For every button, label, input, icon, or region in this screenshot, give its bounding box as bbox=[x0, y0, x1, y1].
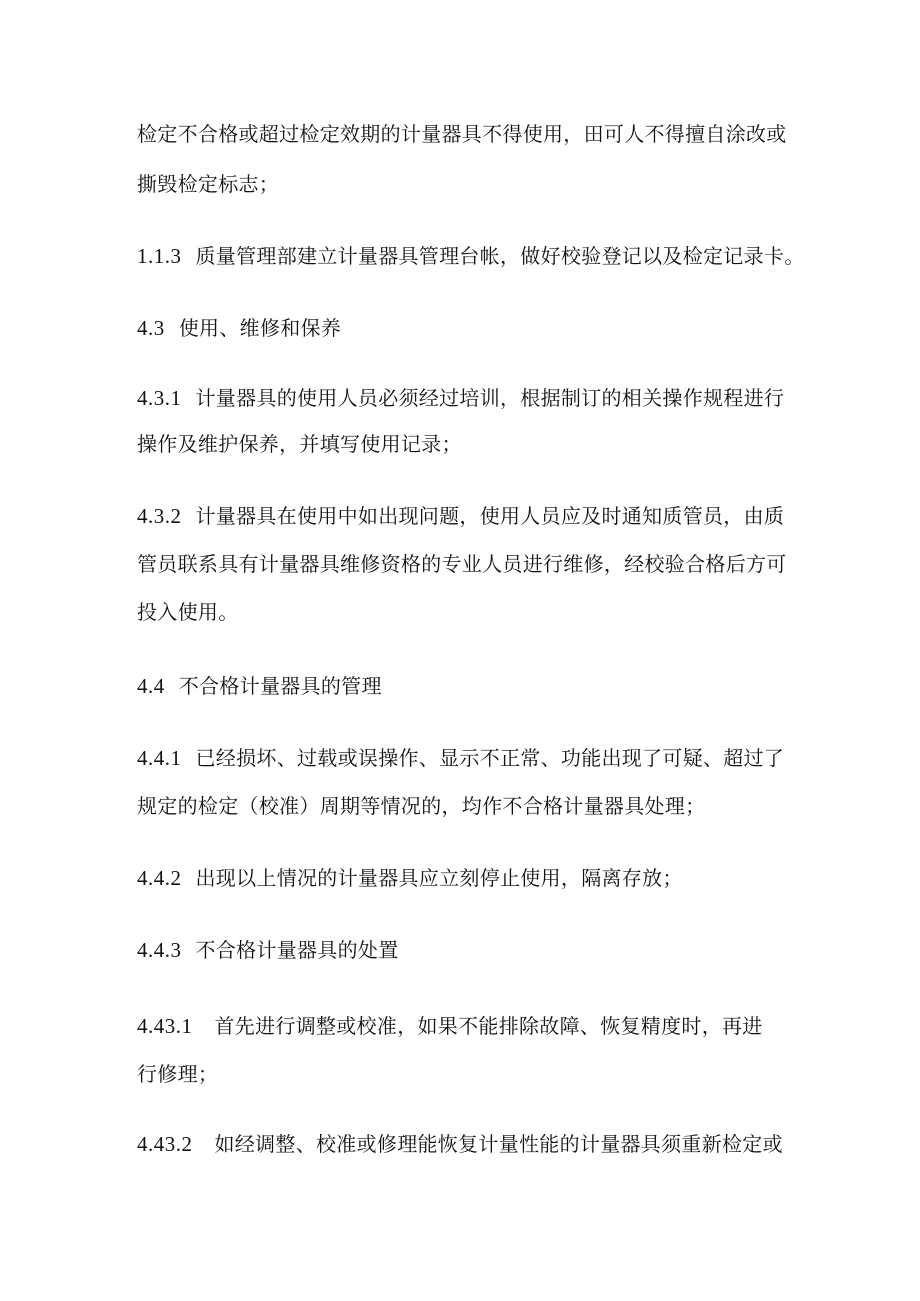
section-number: 4.43.2 bbox=[137, 1132, 193, 1156]
section-text: 计量器具的使用人员必须经过培训，根据制订的相关操作规程进行 bbox=[195, 386, 785, 410]
section-number: 4.43.1 bbox=[137, 1014, 193, 1038]
section-4-43-1-line-1 bbox=[137, 1012, 763, 1040]
section-number: 4.3.1 bbox=[137, 386, 182, 410]
section-text: 已经损坏、过载或误操作、显示不正常、功能出现了可疑、超过了 bbox=[195, 746, 785, 770]
section-text: 操作及维护保养，并填写使用记录； bbox=[137, 432, 462, 456]
paragraph-intro-line-2 bbox=[137, 170, 279, 198]
section-text: 质量管理部建立计量器具管理台帐，做好校验登记以及检定记录卡。 bbox=[195, 244, 805, 268]
section-heading: 不合格计量器具的管理 bbox=[178, 674, 382, 698]
section-text: 首先进行调整或校准，如果不能排除故障、恢复精度时，再进 bbox=[214, 1014, 763, 1038]
section-text: 行修理； bbox=[137, 1062, 219, 1086]
section-number: 1.1.3 bbox=[137, 244, 182, 268]
section-text: 出现以上情况的计量器具应立刻停止使用，隔离存放； bbox=[195, 866, 683, 890]
paragraph-text: 撕毁检定标志； bbox=[137, 172, 280, 196]
section-number: 4.4.3 bbox=[137, 938, 182, 962]
section-text: 管员联系具有计量器具维修资格的专业人员进行维修，经校验合格后方可 bbox=[137, 552, 787, 576]
paragraph-text: 检定不合格或超过检定效期的计量器具不得使用，田可人不得擅自涂改或 bbox=[137, 122, 787, 146]
section-1-1-3 bbox=[137, 242, 805, 270]
section-heading: 不合格计量器具的处置 bbox=[195, 938, 399, 962]
section-4-43-2-line-1 bbox=[137, 1130, 783, 1158]
section-4-43-1-line-2 bbox=[137, 1060, 218, 1088]
section-4-4-1-line-2 bbox=[137, 792, 705, 820]
section-heading: 使用、维修和保养 bbox=[178, 316, 342, 340]
paragraph-intro-line-1 bbox=[137, 120, 787, 148]
section-number: 4.3.2 bbox=[137, 504, 182, 528]
section-text: 规定的检定（校准）周期等情况的，均作不合格计量器具处理； bbox=[137, 794, 706, 818]
section-number: 4.4 bbox=[137, 674, 165, 698]
section-number: 4.4.2 bbox=[137, 866, 182, 890]
section-4-3-2-line-2 bbox=[137, 550, 787, 578]
section-number: 4.3 bbox=[137, 316, 165, 340]
section-number: 4.4.1 bbox=[137, 746, 182, 770]
section-text: 计量器具在使用中如出现问题，使用人员应及时通知质管员，由质 bbox=[195, 504, 785, 528]
section-4-4-1-line-1 bbox=[137, 744, 784, 772]
section-4-3-2-line-1 bbox=[137, 502, 784, 530]
section-heading-4-3 bbox=[137, 314, 341, 342]
section-4-4-3 bbox=[137, 936, 399, 964]
section-heading-4-4 bbox=[137, 672, 382, 700]
section-4-4-2 bbox=[137, 864, 683, 892]
section-text: 如经调整、校准或修理能恢复计量性能的计量器具须重新检定或 bbox=[214, 1132, 783, 1156]
section-4-3-2-line-3 bbox=[137, 598, 239, 626]
section-4-3-1-line-1 bbox=[137, 384, 784, 412]
section-text: 投入使用。 bbox=[137, 600, 239, 624]
section-4-3-1-line-2 bbox=[137, 430, 462, 458]
